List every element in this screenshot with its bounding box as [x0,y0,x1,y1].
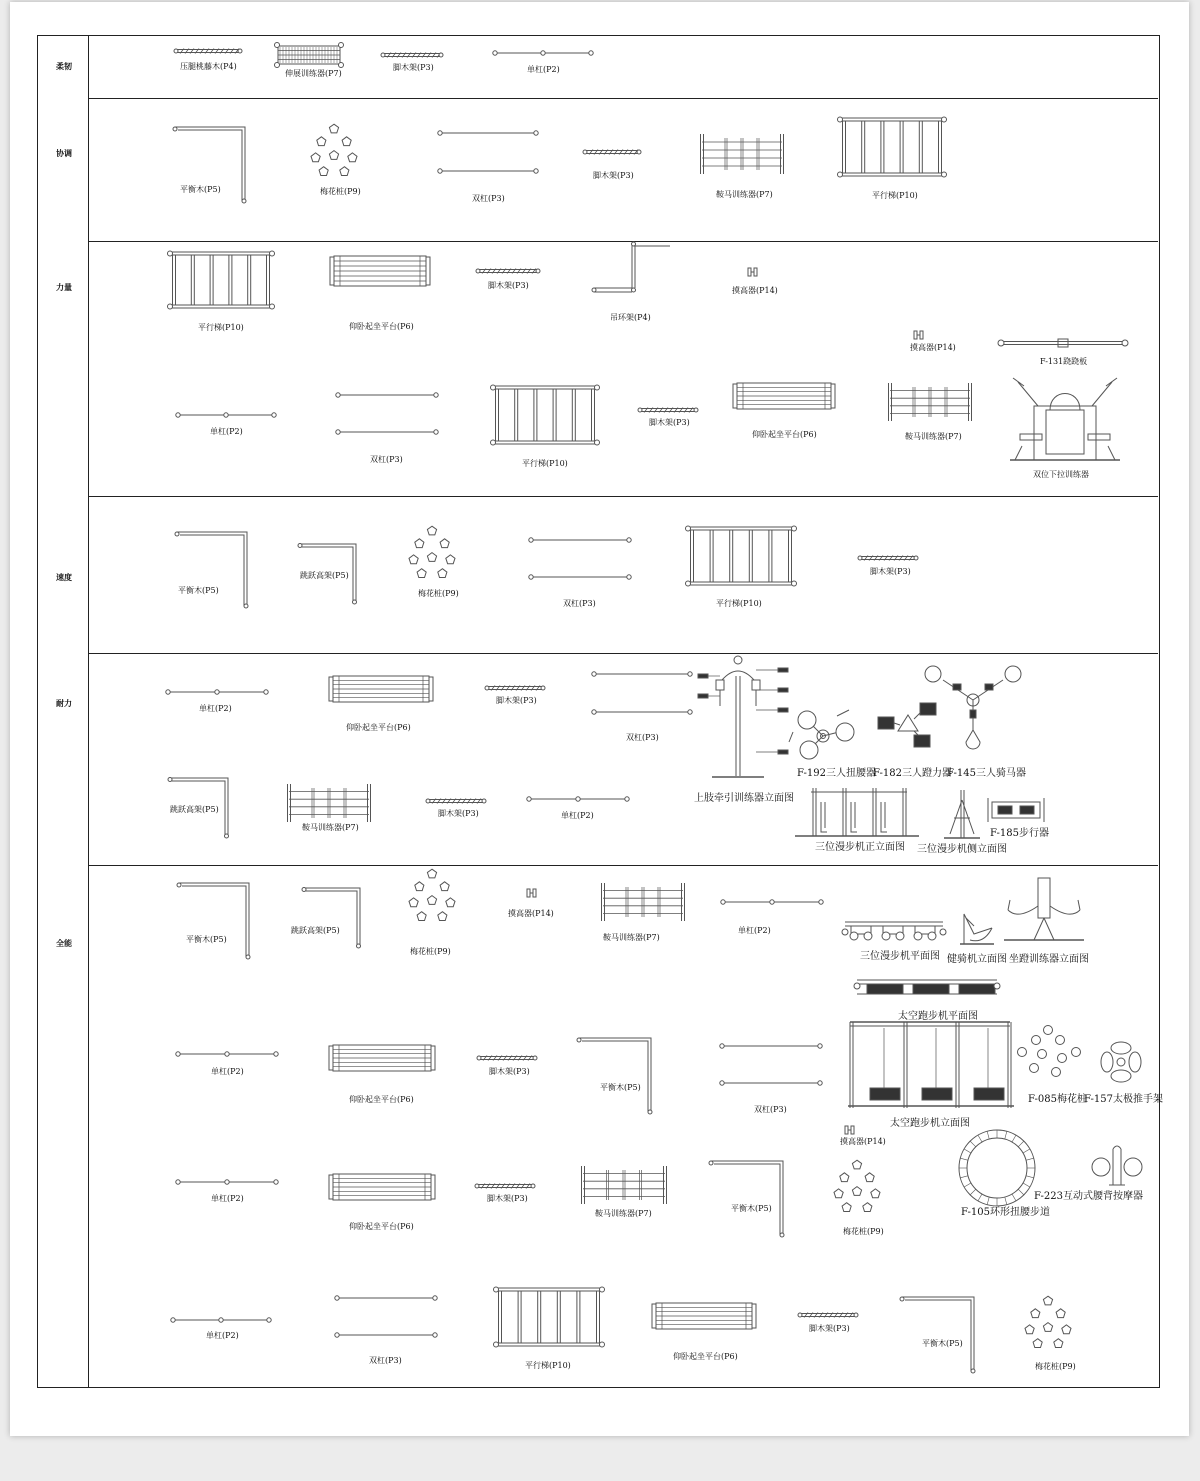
single-bar-label: 单杠(P2) [206,1331,239,1340]
double-bar-label: 双杠(P3) [563,599,596,608]
ladder-symbol [477,1056,537,1061]
grip-label: 摸高器(P14) [508,909,554,918]
ladder-label: 脚木架(P3) [496,696,537,705]
parallel-ladder-symbol [168,251,275,309]
single-bar-symbol [176,1180,278,1184]
pommel-horse-symbol [582,1166,667,1204]
rings-frame-symbol [592,242,670,292]
category-label-flexibility: 柔韧 [56,61,72,71]
plum-posts-symbol [409,526,455,577]
single-bar-label: 单杠(P2) [211,1067,244,1076]
category-label-speed: 速度 [56,572,72,582]
horse-label: 鞍马训练器(P7) [905,432,962,441]
situp-platform-symbol [329,1174,435,1200]
ladder-symbol [381,53,443,58]
situp-label: 仰卧起坐平台(P6) [349,322,414,331]
horse-label: 鞍马训练器(P7) [716,190,773,199]
double-bar-symbol [592,672,692,714]
single-bar-symbol [176,1052,278,1056]
horse-label: 鞍马训练器(P7) [603,933,660,942]
plum-label: 梅花桩(P9) [418,589,459,598]
situp-platform-symbol [330,256,430,286]
plum-label: 梅花桩(P9) [843,1227,884,1236]
single-bar-label: 单杠(P2) [210,427,243,436]
bike-elevation-symbol [960,914,994,944]
pulldown-trainer-symbol [1010,378,1120,460]
grip-label: 摸高器(P14) [910,343,956,352]
waist-massager-symbol [1092,1146,1142,1185]
stepper-label: F-185步行器 [990,828,1049,839]
grip-height-symbol [914,331,923,339]
ladder-symbol [798,1313,858,1318]
category-label-strength: 力量 [56,282,72,292]
ladder-label: 脚木架(P3) [487,1194,528,1203]
balance-beam-symbol [709,1161,784,1237]
parallel-ladder-label: 平行梯(P10) [872,191,918,200]
pulldown-label: 双位下拉训练器 [1033,470,1089,479]
double-bar-label: 双杠(P3) [754,1105,787,1114]
ringwalk-label: F-105环形扭腰步道 [961,1207,1050,1218]
category-label-all-round: 全能 [56,938,72,948]
double-bar-label: 双杠(P3) [626,733,659,742]
plum-posts-symbol [409,869,455,920]
parallel-ladder-label: 平行梯(P10) [522,459,568,468]
ladder-symbol [583,150,641,155]
seatpush-label: 坐蹬训练器立面图 [1009,954,1089,965]
space-run-plan-symbol [854,980,1000,994]
upper-limb-traction-symbol [698,656,788,777]
plum-f085-symbol [1018,1026,1081,1077]
ladder-label: 脚木架(P3) [488,281,529,290]
balance-label: 平衡木(P5) [178,586,219,595]
walker3-side-label: 三位漫步机侧立面图 [917,844,1007,855]
walker-front-elevation-symbol [795,788,919,836]
spacerun-elev-label: 太空跑步机立面图 [890,1118,970,1129]
walker-side-elevation-symbol [944,790,980,838]
balance-label: 平衡木(P5) [180,185,221,194]
plum-posts-symbol [1025,1296,1071,1347]
plum-posts-symbol [311,124,357,175]
parallel-ladder-label: 平行梯(P10) [525,1361,571,1370]
jump-label: 跳跃高架(P5) [300,571,349,580]
plum-label: 梅花桩(P9) [410,947,451,956]
ladder-symbol [858,556,918,561]
double-bar-symbol [529,538,631,579]
plum-label: 梅花桩(P9) [1035,1362,1076,1371]
ride3-label: F-145三人骑马器 [947,768,1026,779]
situp-platform-symbol [329,1045,435,1071]
three-person-riding-symbol [925,666,1021,749]
single-bar-symbol [166,690,268,694]
stepper-symbol [988,798,1044,822]
grip-height-symbol [748,268,757,276]
parallel-ladder-label: 平行梯(P10) [198,323,244,332]
pommel-horse-symbol [701,134,784,174]
double-bar-label: 双杠(P3) [370,455,403,464]
seated-push-trainer-symbol [1004,878,1084,940]
single-bar-symbol [493,51,593,55]
single-bar-symbol [171,1318,271,1322]
jump-label: 跳跃高架(P5) [291,926,340,935]
pommel-horse-symbol [602,883,685,921]
single-bar-symbol [176,413,276,417]
jump-frame-symbol [302,888,361,949]
ladder-label: 脚木架(P3) [489,1067,530,1076]
horse-label: 鞍马训练器(P7) [302,823,359,832]
stretch-trainer-symbol [275,43,344,68]
plum-posts-symbol [834,1160,880,1211]
seesaw-label: F-131跷跷板 [1040,357,1088,366]
situp-platform-symbol [329,676,433,702]
double-bar-symbol [336,393,438,434]
ring-walkway-symbol [959,1130,1035,1206]
twist3-label: F-192三人扭腰器 [797,768,876,779]
ladder-symbol [638,408,698,413]
situp-label: 仰卧起坐平台(P6) [349,1222,414,1231]
double-bar-symbol [335,1296,437,1337]
parallel-ladder-symbol [838,117,947,177]
seesaw-symbol [998,339,1128,347]
single-bar-label: 单杠(P2) [738,926,771,935]
pommel-horse-symbol [288,784,371,822]
situp-label: 仰卧起坐平台(P6) [752,430,817,439]
ladder-symbol [476,269,540,274]
stretch-label: 伸展训练器(P7) [285,69,342,78]
balance-label: 平衡木(P5) [600,1083,641,1092]
balance-label: 平衡木(P5) [186,935,227,944]
ladder-label: 脚木架(P3) [809,1324,850,1333]
situp-platform-symbol [652,1303,756,1329]
situp-platform-symbol [733,383,835,409]
ladder-label: 脚木架(P3) [393,63,434,72]
situp-label: 仰卧起坐平台(P6) [673,1352,738,1361]
grip-label: 摸高器(P14) [732,286,778,295]
pressleg-label: 压腿桃藤木(P4) [180,62,237,71]
grip-height-symbol [527,889,536,897]
ladder-label: 脚木架(P3) [593,171,634,180]
single-bar-label: 单杠(P2) [561,811,594,820]
ladder-label: 脚木架(P3) [870,567,911,576]
ladder-symbol [475,1184,535,1189]
parallel-ladder-symbol [686,526,797,586]
category-label-coordination: 协调 [56,148,72,158]
single-bar-label: 单杠(P2) [211,1194,244,1203]
pommel-horse-symbol [889,383,972,421]
balance-beam-symbol [577,1038,652,1114]
jump-label: 跳跃高架(P5) [170,805,219,814]
spacerun-plan-label: 太空跑步机平面图 [898,1011,978,1022]
balance-label: 平衡木(P5) [731,1204,772,1213]
ladder-symbol [426,799,486,804]
balance-beam-symbol [900,1297,975,1373]
balance-label: 平衡木(P5) [922,1339,963,1348]
three-person-leg-press-symbol [878,703,936,747]
single-bar-symbol [527,797,629,801]
double-bar-label: 双杠(P3) [472,194,505,203]
walker-plan-symbol [842,922,946,940]
ladder-symbol [485,686,545,691]
double-bar-symbol [720,1044,822,1085]
balance-beam-symbol [175,532,248,608]
taichi-label: F-157太极推手架 [1084,1094,1163,1105]
upper-traction-label: 上肢牵引训练器立面图 [694,793,794,804]
taichi-push-symbol [1101,1042,1141,1082]
parallel-ladder-label: 平行梯(P10) [716,599,762,608]
situp-label: 仰卧起坐平台(P6) [349,1095,414,1104]
walker3-plan-label: 三位漫步机平面图 [860,951,940,962]
plum085-label: F-085梅花桩 [1028,1094,1087,1105]
parallel-ladder-symbol [494,1287,605,1347]
single-bar-label: 单杠(P2) [199,704,232,713]
ladder-label: 脚木架(P3) [438,809,479,818]
plum-label: 梅花桩(P9) [320,187,361,196]
bike-label: 健骑机立面图 [947,954,1007,965]
category-label-endurance: 耐力 [56,698,72,708]
double-bar-symbol [438,131,538,173]
single-bar-label: 单杠(P2) [527,65,560,74]
single-bar-symbol [721,900,823,904]
ladder-label: 脚木架(P3) [649,418,690,427]
massager-label: F-223互动式腰背按摩器 [1034,1191,1143,1202]
walker3-front-label: 三位漫步机正立面图 [815,842,905,853]
balance-beam-symbol [177,883,250,959]
three-person-twist-symbol [789,710,854,759]
grip-height-symbol [845,1126,854,1134]
ladder-symbol [174,49,242,54]
double-bar-label: 双杠(P3) [369,1356,402,1365]
horse-label: 鞍马训练器(P7) [595,1209,652,1218]
leg3-label: F-182三人蹬力器 [873,768,952,779]
rings-label: 吊环架(P4) [610,313,651,322]
parallel-ladder-symbol [491,385,600,445]
space-run-elevation-symbol [848,1022,1014,1108]
grip-label: 摸高器(P14) [840,1137,886,1146]
situp-label: 仰卧起坐平台(P6) [346,723,411,732]
